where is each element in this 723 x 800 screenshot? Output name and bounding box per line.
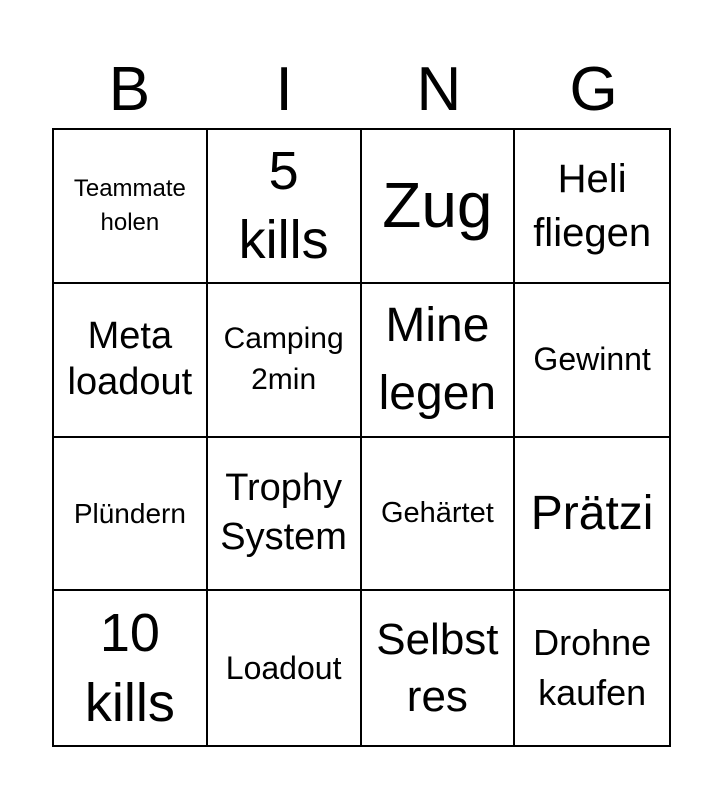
header-letter-i: I [275, 55, 293, 124]
cell-label: Loadout [225, 649, 342, 686]
cell-label: Plündern [73, 497, 186, 529]
bingo-cell[interactable] [54, 284, 208, 438]
header-letter-b: B [108, 55, 151, 124]
cell-label: Drohne kaufen [533, 621, 652, 714]
bingo-cell[interactable] [54, 591, 208, 745]
bingo-cell[interactable] [54, 130, 208, 284]
cell-label: Heli fliegen [533, 156, 652, 255]
bingo-cell[interactable] [208, 591, 362, 745]
bingo-cell[interactable] [208, 284, 362, 438]
bingo-cell[interactable] [54, 438, 208, 592]
header-letter-g: G [569, 55, 618, 124]
cell-label: Gewinnt [533, 341, 651, 378]
bingo-cell[interactable] [362, 438, 516, 592]
cell-label: Teammate holen [73, 175, 186, 236]
cell-label: 10 kills [84, 602, 175, 734]
cell-label: Trophy System [220, 466, 347, 559]
bingo-cell[interactable] [515, 591, 669, 745]
bingo-cell[interactable] [208, 438, 362, 592]
cell-label: Meta loadout [67, 315, 193, 403]
cell-label: Prätzi [530, 486, 654, 540]
bingo-header [52, 52, 671, 128]
bingo-cell[interactable] [362, 591, 516, 745]
header-letter-n: N [416, 55, 462, 124]
cell-label: 5 kills [238, 140, 329, 270]
bingo-cell[interactable] [362, 130, 516, 284]
cell-label: Zug [382, 169, 493, 242]
bingo-cell[interactable] [515, 438, 669, 592]
cell-label: Camping 2min [223, 322, 344, 396]
bingo-cell[interactable] [515, 284, 669, 438]
bingo-cell[interactable] [362, 284, 516, 438]
cell-label: Gehärtet [380, 496, 494, 529]
cell-label: Mine legen [378, 299, 497, 420]
cell-label: Selbst res [376, 614, 499, 722]
bingo-cell[interactable] [515, 130, 669, 284]
bingo-board [52, 128, 671, 747]
bingo-cell[interactable] [208, 130, 362, 284]
